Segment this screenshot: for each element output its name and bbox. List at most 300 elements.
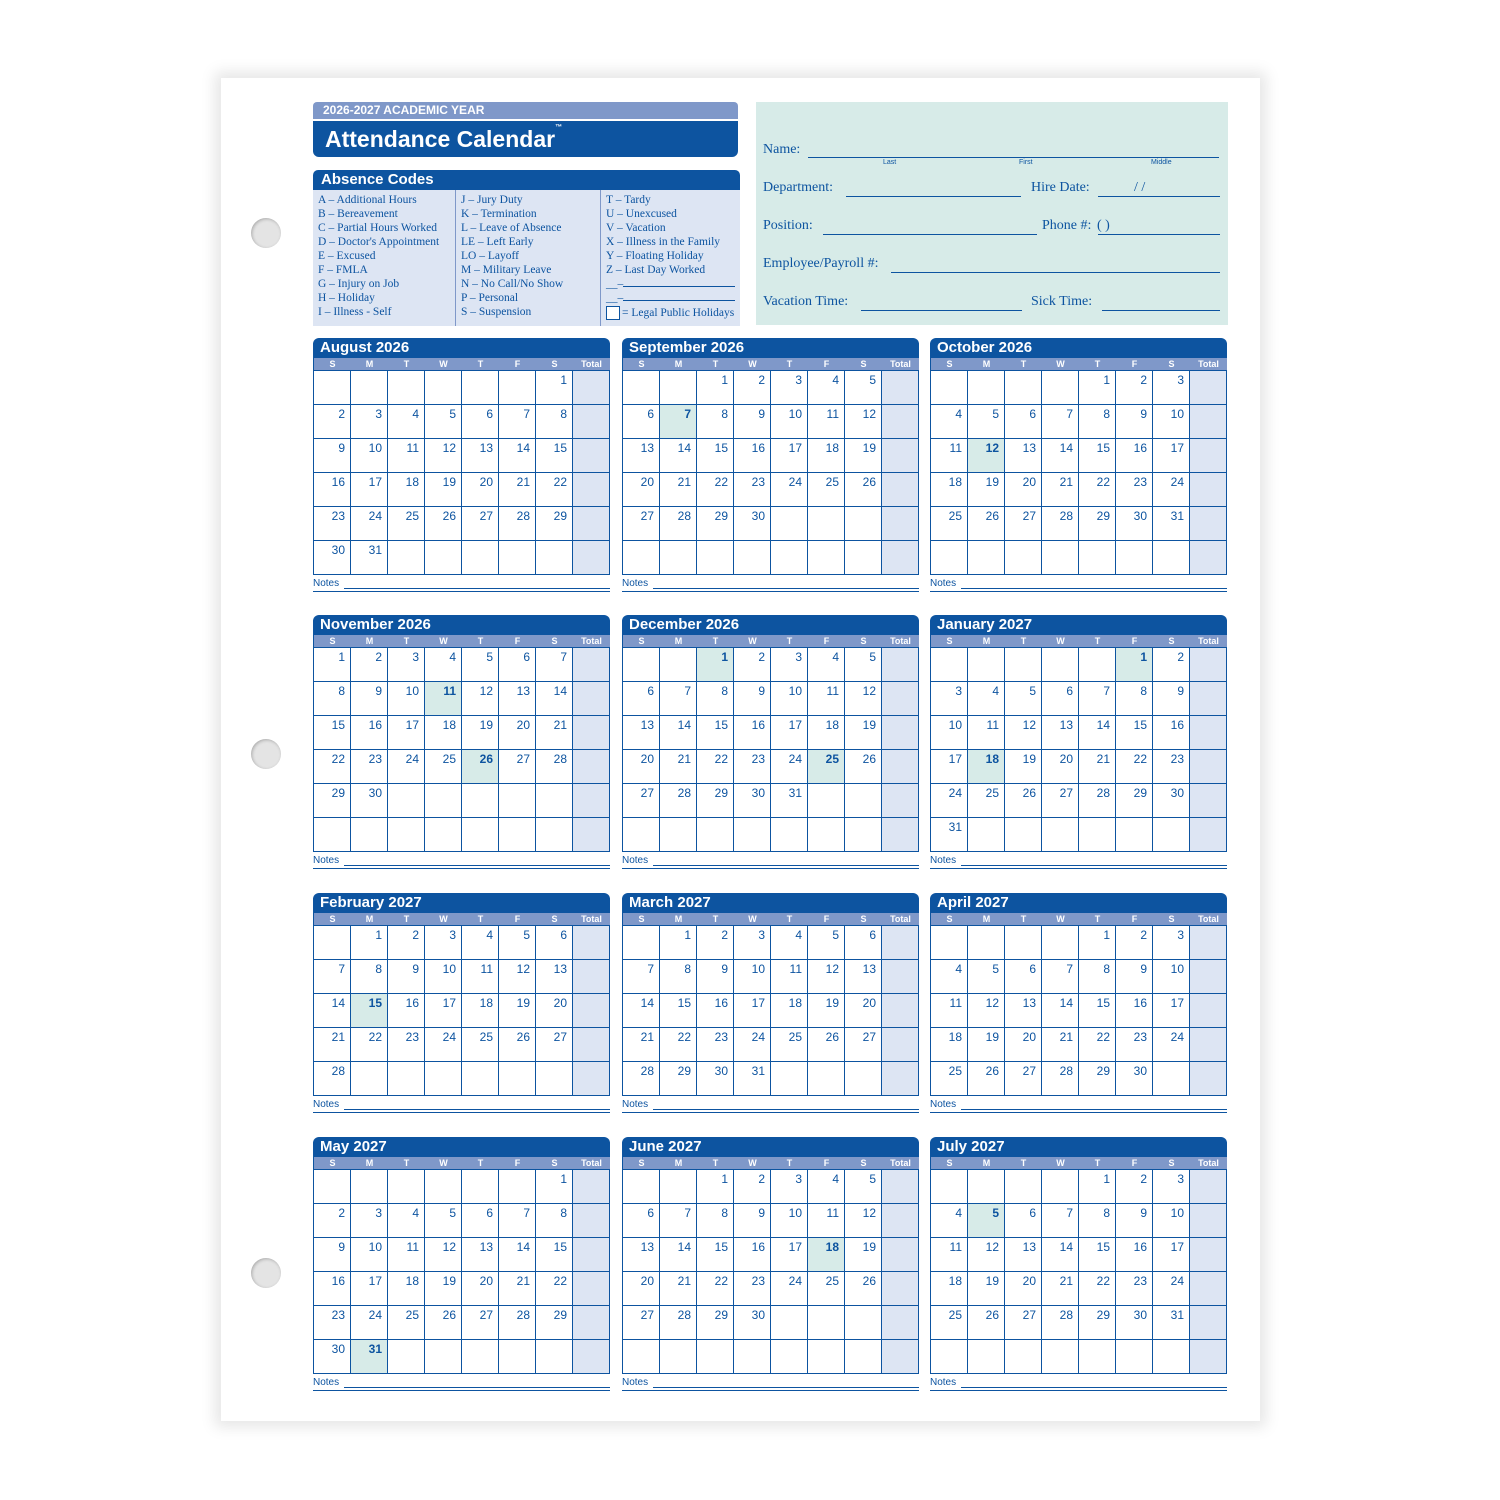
- day-cell[interactable]: 24: [1153, 1028, 1190, 1062]
- week-total-cell[interactable]: [573, 405, 610, 439]
- week-total-cell[interactable]: [573, 1062, 610, 1096]
- day-cell[interactable]: 14: [1042, 994, 1079, 1028]
- day-cell[interactable]: 21: [1079, 750, 1116, 784]
- day-cell[interactable]: 10: [351, 439, 388, 473]
- week-total-cell[interactable]: [882, 507, 919, 541]
- day-cell[interactable]: 7: [1042, 960, 1079, 994]
- empty-day-cell[interactable]: [351, 818, 388, 852]
- day-cell[interactable]: 28: [499, 1306, 536, 1340]
- day-cell[interactable]: 12: [425, 1238, 462, 1272]
- day-cell[interactable]: 28: [536, 750, 573, 784]
- week-total-cell[interactable]: [1190, 1204, 1227, 1238]
- day-cell[interactable]: 28: [660, 784, 697, 818]
- day-cell[interactable]: 25: [388, 1306, 425, 1340]
- day-cell[interactable]: 16: [1153, 716, 1190, 750]
- day-cell[interactable]: 16: [734, 1238, 771, 1272]
- empty-day-cell[interactable]: [931, 1170, 968, 1204]
- day-cell[interactable]: 31: [351, 541, 388, 575]
- day-cell[interactable]: 11: [462, 960, 499, 994]
- week-total-cell[interactable]: [1190, 1170, 1227, 1204]
- day-cell[interactable]: 30: [697, 1062, 734, 1096]
- day-cell[interactable]: 30: [734, 507, 771, 541]
- empty-day-cell[interactable]: [499, 818, 536, 852]
- day-cell[interactable]: 18: [462, 994, 499, 1028]
- empty-day-cell[interactable]: [462, 371, 499, 405]
- day-cell[interactable]: 16: [734, 716, 771, 750]
- day-cell[interactable]: 15: [697, 716, 734, 750]
- empty-day-cell[interactable]: [425, 818, 462, 852]
- day-cell[interactable]: 19: [462, 716, 499, 750]
- day-cell[interactable]: 9: [314, 439, 351, 473]
- week-total-cell[interactable]: [1190, 1306, 1227, 1340]
- week-total-cell[interactable]: [573, 1272, 610, 1306]
- day-cell[interactable]: 29: [536, 507, 573, 541]
- day-cell[interactable]: 5: [808, 926, 845, 960]
- day-cell[interactable]: 24: [351, 507, 388, 541]
- empty-day-cell[interactable]: [425, 1062, 462, 1096]
- day-cell[interactable]: 17: [388, 716, 425, 750]
- empty-day-cell[interactable]: [660, 1170, 697, 1204]
- day-cell[interactable]: 19: [845, 716, 882, 750]
- empty-day-cell[interactable]: [968, 371, 1005, 405]
- week-total-cell[interactable]: [573, 1204, 610, 1238]
- week-total-cell[interactable]: [1190, 1238, 1227, 1272]
- notes-field[interactable]: [930, 578, 1227, 591]
- day-cell[interactable]: 22: [697, 750, 734, 784]
- empty-day-cell[interactable]: [1116, 818, 1153, 852]
- day-cell[interactable]: 7: [499, 405, 536, 439]
- empty-day-cell[interactable]: [623, 818, 660, 852]
- day-cell[interactable]: 11: [771, 960, 808, 994]
- week-total-cell[interactable]: [1190, 507, 1227, 541]
- day-cell[interactable]: 11: [968, 716, 1005, 750]
- empty-day-cell[interactable]: [388, 1170, 425, 1204]
- empty-day-cell[interactable]: [462, 541, 499, 575]
- empty-day-cell[interactable]: [536, 784, 573, 818]
- week-total-cell[interactable]: [882, 716, 919, 750]
- day-cell[interactable]: 4: [388, 1204, 425, 1238]
- empty-day-cell[interactable]: [388, 541, 425, 575]
- day-cell[interactable]: 22: [536, 1272, 573, 1306]
- day-cell[interactable]: 12: [808, 960, 845, 994]
- notes-field[interactable]: [622, 578, 919, 591]
- holiday-day-cell[interactable]: 11: [425, 682, 462, 716]
- day-cell[interactable]: 27: [1042, 784, 1079, 818]
- day-cell[interactable]: 13: [623, 716, 660, 750]
- day-cell[interactable]: 23: [734, 750, 771, 784]
- day-cell[interactable]: 7: [1042, 1204, 1079, 1238]
- day-cell[interactable]: 4: [808, 371, 845, 405]
- empty-day-cell[interactable]: [388, 818, 425, 852]
- day-cell[interactable]: 19: [1005, 750, 1042, 784]
- day-cell[interactable]: 23: [314, 507, 351, 541]
- day-cell[interactable]: 24: [771, 1272, 808, 1306]
- notes-extra-line[interactable]: [930, 1390, 1227, 1403]
- day-cell[interactable]: 20: [499, 716, 536, 750]
- empty-day-cell[interactable]: [425, 1340, 462, 1374]
- day-cell[interactable]: 23: [697, 1028, 734, 1062]
- day-cell[interactable]: 8: [1079, 1204, 1116, 1238]
- week-total-cell[interactable]: [573, 473, 610, 507]
- day-cell[interactable]: 8: [660, 960, 697, 994]
- day-cell[interactable]: 15: [536, 1238, 573, 1272]
- day-cell[interactable]: 2: [734, 1170, 771, 1204]
- day-cell[interactable]: 16: [734, 439, 771, 473]
- day-cell[interactable]: 28: [1042, 507, 1079, 541]
- day-cell[interactable]: 14: [1042, 439, 1079, 473]
- day-cell[interactable]: 28: [1042, 1306, 1079, 1340]
- day-cell[interactable]: 14: [623, 994, 660, 1028]
- day-cell[interactable]: 8: [1079, 405, 1116, 439]
- notes-field[interactable]: [313, 1377, 610, 1390]
- day-cell[interactable]: 25: [968, 784, 1005, 818]
- day-cell[interactable]: 29: [536, 1306, 573, 1340]
- empty-day-cell[interactable]: [1042, 1170, 1079, 1204]
- day-cell[interactable]: 23: [734, 473, 771, 507]
- week-total-cell[interactable]: [573, 1170, 610, 1204]
- day-cell[interactable]: 11: [931, 1238, 968, 1272]
- day-cell[interactable]: 13: [1005, 994, 1042, 1028]
- day-cell[interactable]: 1: [697, 1170, 734, 1204]
- week-total-cell[interactable]: [573, 439, 610, 473]
- week-total-cell[interactable]: [882, 541, 919, 575]
- empty-day-cell[interactable]: [314, 926, 351, 960]
- empty-day-cell[interactable]: [623, 648, 660, 682]
- week-total-cell[interactable]: [882, 1340, 919, 1374]
- day-cell[interactable]: 31: [1153, 507, 1190, 541]
- day-cell[interactable]: 19: [968, 1028, 1005, 1062]
- week-total-cell[interactable]: [1190, 926, 1227, 960]
- phone-field[interactable]: [1098, 233, 1220, 235]
- day-cell[interactable]: 24: [425, 1028, 462, 1062]
- day-cell[interactable]: 6: [623, 682, 660, 716]
- day-cell[interactable]: 27: [623, 784, 660, 818]
- week-total-cell[interactable]: [882, 405, 919, 439]
- week-total-cell[interactable]: [573, 1238, 610, 1272]
- day-cell[interactable]: 16: [351, 716, 388, 750]
- holiday-day-cell[interactable]: 31: [351, 1340, 388, 1374]
- empty-day-cell[interactable]: [314, 818, 351, 852]
- empty-day-cell[interactable]: [351, 371, 388, 405]
- day-cell[interactable]: 29: [1079, 1062, 1116, 1096]
- day-cell[interactable]: 18: [388, 1272, 425, 1306]
- day-cell[interactable]: 12: [845, 1204, 882, 1238]
- empty-day-cell[interactable]: [845, 1340, 882, 1374]
- day-cell[interactable]: 7: [499, 1204, 536, 1238]
- empty-day-cell[interactable]: [808, 1340, 845, 1374]
- day-cell[interactable]: 4: [462, 926, 499, 960]
- day-cell[interactable]: 22: [1079, 1028, 1116, 1062]
- day-cell[interactable]: 7: [660, 1204, 697, 1238]
- day-cell[interactable]: 5: [1005, 682, 1042, 716]
- empty-day-cell[interactable]: [314, 1170, 351, 1204]
- empty-day-cell[interactable]: [1042, 648, 1079, 682]
- day-cell[interactable]: 9: [734, 1204, 771, 1238]
- empty-day-cell[interactable]: [499, 784, 536, 818]
- holiday-day-cell[interactable]: 26: [462, 750, 499, 784]
- empty-day-cell[interactable]: [1005, 1340, 1042, 1374]
- sick-time-field[interactable]: [1102, 309, 1220, 311]
- day-cell[interactable]: 10: [1153, 405, 1190, 439]
- empty-day-cell[interactable]: [660, 648, 697, 682]
- empty-day-cell[interactable]: [931, 371, 968, 405]
- day-cell[interactable]: 7: [1079, 682, 1116, 716]
- day-cell[interactable]: 15: [1079, 439, 1116, 473]
- day-cell[interactable]: 27: [623, 507, 660, 541]
- day-cell[interactable]: 3: [388, 648, 425, 682]
- day-cell[interactable]: 10: [351, 1238, 388, 1272]
- day-cell[interactable]: 22: [697, 473, 734, 507]
- empty-day-cell[interactable]: [808, 541, 845, 575]
- day-cell[interactable]: 4: [931, 960, 968, 994]
- empty-day-cell[interactable]: [1153, 541, 1190, 575]
- day-cell[interactable]: 14: [536, 682, 573, 716]
- day-cell[interactable]: 11: [808, 1204, 845, 1238]
- day-cell[interactable]: 8: [697, 405, 734, 439]
- day-cell[interactable]: 18: [931, 1028, 968, 1062]
- empty-day-cell[interactable]: [623, 926, 660, 960]
- empty-day-cell[interactable]: [462, 784, 499, 818]
- day-cell[interactable]: 21: [660, 750, 697, 784]
- empty-day-cell[interactable]: [734, 818, 771, 852]
- day-cell[interactable]: 4: [388, 405, 425, 439]
- holiday-day-cell[interactable]: 5: [968, 1204, 1005, 1238]
- day-cell[interactable]: 24: [734, 1028, 771, 1062]
- empty-day-cell[interactable]: [660, 541, 697, 575]
- week-total-cell[interactable]: [882, 926, 919, 960]
- empty-day-cell[interactable]: [660, 818, 697, 852]
- day-cell[interactable]: 5: [845, 648, 882, 682]
- day-cell[interactable]: 11: [931, 994, 968, 1028]
- day-cell[interactable]: 7: [1042, 405, 1079, 439]
- day-cell[interactable]: 16: [388, 994, 425, 1028]
- day-cell[interactable]: 10: [388, 682, 425, 716]
- day-cell[interactable]: 26: [499, 1028, 536, 1062]
- day-cell[interactable]: 2: [388, 926, 425, 960]
- day-cell[interactable]: 9: [1116, 960, 1153, 994]
- day-cell[interactable]: 27: [499, 750, 536, 784]
- day-cell[interactable]: 10: [1153, 960, 1190, 994]
- week-total-cell[interactable]: [1190, 682, 1227, 716]
- empty-day-cell[interactable]: [1116, 541, 1153, 575]
- day-cell[interactable]: 9: [1116, 405, 1153, 439]
- day-cell[interactable]: 25: [771, 1028, 808, 1062]
- week-total-cell[interactable]: [1190, 1028, 1227, 1062]
- day-cell[interactable]: 13: [1005, 1238, 1042, 1272]
- week-total-cell[interactable]: [1190, 960, 1227, 994]
- day-cell[interactable]: 20: [462, 473, 499, 507]
- day-cell[interactable]: 2: [1116, 926, 1153, 960]
- week-total-cell[interactable]: [1190, 541, 1227, 575]
- empty-day-cell[interactable]: [1042, 818, 1079, 852]
- empty-day-cell[interactable]: [1153, 1340, 1190, 1374]
- day-cell[interactable]: 19: [968, 1272, 1005, 1306]
- day-cell[interactable]: 16: [314, 473, 351, 507]
- day-cell[interactable]: 27: [1005, 1306, 1042, 1340]
- day-cell[interactable]: 2: [351, 648, 388, 682]
- notes-field[interactable]: [622, 1377, 919, 1390]
- day-cell[interactable]: 28: [660, 1306, 697, 1340]
- day-cell[interactable]: 22: [1116, 750, 1153, 784]
- empty-day-cell[interactable]: [425, 541, 462, 575]
- empty-day-cell[interactable]: [425, 784, 462, 818]
- day-cell[interactable]: 20: [1005, 473, 1042, 507]
- week-total-cell[interactable]: [573, 1306, 610, 1340]
- empty-day-cell[interactable]: [388, 1062, 425, 1096]
- empty-day-cell[interactable]: [1116, 1340, 1153, 1374]
- day-cell[interactable]: 3: [771, 648, 808, 682]
- day-cell[interactable]: 5: [425, 405, 462, 439]
- day-cell[interactable]: 14: [314, 994, 351, 1028]
- day-cell[interactable]: 2: [314, 405, 351, 439]
- day-cell[interactable]: 20: [462, 1272, 499, 1306]
- day-cell[interactable]: 8: [1116, 682, 1153, 716]
- empty-day-cell[interactable]: [623, 1170, 660, 1204]
- week-total-cell[interactable]: [573, 1028, 610, 1062]
- empty-day-cell[interactable]: [771, 1340, 808, 1374]
- day-cell[interactable]: 24: [771, 750, 808, 784]
- day-cell[interactable]: 17: [771, 716, 808, 750]
- day-cell[interactable]: 5: [845, 1170, 882, 1204]
- day-cell[interactable]: 21: [660, 1272, 697, 1306]
- day-cell[interactable]: 13: [845, 960, 882, 994]
- department-field[interactable]: [846, 195, 1021, 197]
- week-total-cell[interactable]: [882, 371, 919, 405]
- day-cell[interactable]: 3: [734, 926, 771, 960]
- day-cell[interactable]: 30: [1116, 1062, 1153, 1096]
- day-cell[interactable]: 28: [1042, 1062, 1079, 1096]
- empty-day-cell[interactable]: [623, 1340, 660, 1374]
- day-cell[interactable]: 13: [462, 439, 499, 473]
- day-cell[interactable]: 26: [968, 1306, 1005, 1340]
- day-cell[interactable]: 17: [425, 994, 462, 1028]
- week-total-cell[interactable]: [573, 926, 610, 960]
- empty-day-cell[interactable]: [499, 371, 536, 405]
- empty-day-cell[interactable]: [771, 1062, 808, 1096]
- empty-day-cell[interactable]: [968, 818, 1005, 852]
- day-cell[interactable]: 7: [314, 960, 351, 994]
- day-cell[interactable]: 26: [968, 1062, 1005, 1096]
- notes-field[interactable]: [622, 1099, 919, 1112]
- empty-day-cell[interactable]: [734, 541, 771, 575]
- notes-extra-line[interactable]: [930, 591, 1227, 604]
- day-cell[interactable]: 30: [734, 784, 771, 818]
- day-cell[interactable]: 15: [660, 994, 697, 1028]
- day-cell[interactable]: 4: [931, 405, 968, 439]
- week-total-cell[interactable]: [882, 818, 919, 852]
- day-cell[interactable]: 19: [968, 473, 1005, 507]
- day-cell[interactable]: 26: [808, 1028, 845, 1062]
- empty-day-cell[interactable]: [536, 1340, 573, 1374]
- week-total-cell[interactable]: [882, 682, 919, 716]
- empty-day-cell[interactable]: [845, 1062, 882, 1096]
- day-cell[interactable]: 8: [536, 1204, 573, 1238]
- notes-field[interactable]: [930, 1099, 1227, 1112]
- day-cell[interactable]: 19: [845, 439, 882, 473]
- day-cell[interactable]: 3: [351, 1204, 388, 1238]
- day-cell[interactable]: 18: [808, 439, 845, 473]
- day-cell[interactable]: 16: [1116, 994, 1153, 1028]
- week-total-cell[interactable]: [882, 473, 919, 507]
- day-cell[interactable]: 13: [623, 439, 660, 473]
- empty-day-cell[interactable]: [734, 1340, 771, 1374]
- day-cell[interactable]: 20: [1042, 750, 1079, 784]
- day-cell[interactable]: 22: [314, 750, 351, 784]
- day-cell[interactable]: 29: [697, 1306, 734, 1340]
- day-cell[interactable]: 13: [499, 682, 536, 716]
- day-cell[interactable]: 17: [351, 1272, 388, 1306]
- day-cell[interactable]: 21: [623, 1028, 660, 1062]
- empty-day-cell[interactable]: [499, 1340, 536, 1374]
- day-cell[interactable]: 23: [388, 1028, 425, 1062]
- day-cell[interactable]: 14: [660, 439, 697, 473]
- day-cell[interactable]: 6: [623, 1204, 660, 1238]
- employee-payroll-field[interactable]: [891, 271, 1220, 273]
- day-cell[interactable]: 8: [351, 960, 388, 994]
- empty-day-cell[interactable]: [771, 818, 808, 852]
- empty-day-cell[interactable]: [771, 541, 808, 575]
- empty-day-cell[interactable]: [462, 1340, 499, 1374]
- day-cell[interactable]: 5: [499, 926, 536, 960]
- day-cell[interactable]: 18: [388, 473, 425, 507]
- empty-day-cell[interactable]: [536, 541, 573, 575]
- empty-day-cell[interactable]: [660, 371, 697, 405]
- week-total-cell[interactable]: [1190, 648, 1227, 682]
- empty-day-cell[interactable]: [968, 926, 1005, 960]
- day-cell[interactable]: 21: [314, 1028, 351, 1062]
- day-cell[interactable]: 30: [314, 541, 351, 575]
- holiday-day-cell[interactable]: 25: [808, 750, 845, 784]
- empty-day-cell[interactable]: [931, 926, 968, 960]
- empty-day-cell[interactable]: [697, 541, 734, 575]
- week-total-cell[interactable]: [882, 750, 919, 784]
- empty-day-cell[interactable]: [697, 818, 734, 852]
- day-cell[interactable]: 26: [845, 750, 882, 784]
- day-cell[interactable]: 26: [845, 1272, 882, 1306]
- empty-day-cell[interactable]: [623, 371, 660, 405]
- week-total-cell[interactable]: [882, 994, 919, 1028]
- day-cell[interactable]: 8: [536, 405, 573, 439]
- empty-day-cell[interactable]: [1005, 371, 1042, 405]
- empty-day-cell[interactable]: [1005, 818, 1042, 852]
- empty-day-cell[interactable]: [968, 541, 1005, 575]
- empty-day-cell[interactable]: [425, 1170, 462, 1204]
- day-cell[interactable]: 5: [462, 648, 499, 682]
- empty-day-cell[interactable]: [1079, 648, 1116, 682]
- day-cell[interactable]: 6: [1005, 1204, 1042, 1238]
- day-cell[interactable]: 1: [1079, 926, 1116, 960]
- day-cell[interactable]: 31: [1153, 1306, 1190, 1340]
- day-cell[interactable]: 18: [931, 473, 968, 507]
- notes-extra-line[interactable]: [622, 1390, 919, 1403]
- day-cell[interactable]: 8: [697, 1204, 734, 1238]
- holiday-day-cell[interactable]: 1: [697, 648, 734, 682]
- day-cell[interactable]: 24: [1153, 473, 1190, 507]
- day-cell[interactable]: 7: [660, 682, 697, 716]
- day-cell[interactable]: 6: [1005, 405, 1042, 439]
- day-cell[interactable]: 21: [499, 473, 536, 507]
- day-cell[interactable]: 5: [968, 405, 1005, 439]
- day-cell[interactable]: 23: [314, 1306, 351, 1340]
- week-total-cell[interactable]: [882, 1306, 919, 1340]
- holiday-day-cell[interactable]: 15: [351, 994, 388, 1028]
- notes-extra-line[interactable]: [930, 1112, 1227, 1125]
- week-total-cell[interactable]: [882, 1062, 919, 1096]
- week-total-cell[interactable]: [1190, 818, 1227, 852]
- empty-day-cell[interactable]: [808, 1062, 845, 1096]
- day-cell[interactable]: 13: [1005, 439, 1042, 473]
- day-cell[interactable]: 2: [314, 1204, 351, 1238]
